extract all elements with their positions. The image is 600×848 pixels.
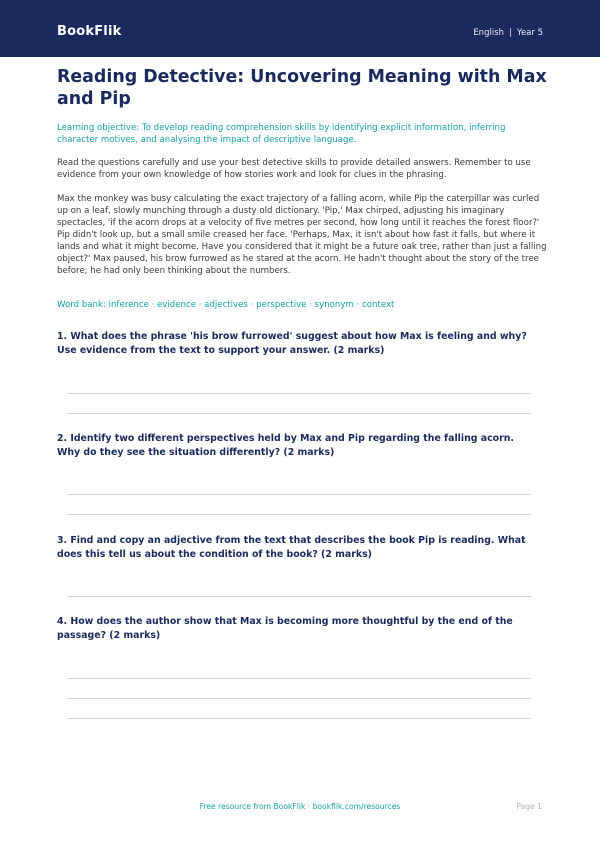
answer-line[interactable] bbox=[67, 514, 531, 515]
word-bank: Word bank: inference · evidence · adjectives · perspective · synonym · context bbox=[57, 300, 395, 310]
page-number: Page 1 bbox=[516, 802, 542, 811]
header-separator: | bbox=[509, 28, 512, 38]
subject-label: English bbox=[473, 28, 505, 38]
question-4: 4. How does the author show that Max is becoming more thoughtful by the end of the passage? (2 marks) bbox=[57, 616, 513, 641]
answer-line[interactable] bbox=[67, 596, 531, 597]
answer-line[interactable] bbox=[67, 413, 531, 414]
learning-objective: Learning objective: To develop reading comprehension skills by identifying explicit information, inferring character motives, and analysing the impact of descriptive language. bbox=[57, 123, 506, 145]
answer-line[interactable] bbox=[67, 718, 531, 719]
instructions: Read the questions carefully and use your best detective skills to provide detailed answers. Remember to use evidence from your own knowledge of how stories work and look for clues in the phrasing. bbox=[57, 158, 531, 180]
header-bar bbox=[0, 0, 600, 57]
reading-passage: Max the monkey was busy calculating the exact trajectory of a falling acorn, while Pip the caterpillar was curled up on a leaf, slowly munching through a dusty old dictionary. 'Pip,' Max chirped, adjusting his imaginary spectacles, 'if the acorn drops at a velocity of five metres per second, how long until it reaches the forest floor?' Pip didn't look up, but a small smile creased her face. 'Perhaps, Max, it isn't about how fast it falls, but where it lands and what it might become. Have you considered that it might be a future oak tree, rather than just a falling object?' Max paused, his brow furrowed as he stared at the acorn. He hadn't thought about the story of the tree before; he had only been thinking about the numbers. bbox=[57, 194, 547, 276]
header-meta bbox=[473, 28, 543, 38]
brand-logo: BookFlik bbox=[57, 24, 122, 39]
worksheet-title: Reading Detective: Uncovering Meaning with Max and Pip bbox=[57, 67, 547, 109]
answer-line[interactable] bbox=[67, 494, 531, 495]
year-label: Year 5 bbox=[516, 28, 543, 38]
footer-credit[interactable]: Free resource from BookFlik · bookflik.com/resources bbox=[199, 802, 401, 811]
question-3: 3. Find and copy an adjective from the text that describes the book Pip is reading. What does this tell us about the condition of the book? (2 marks) bbox=[57, 535, 526, 560]
answer-line[interactable] bbox=[67, 393, 531, 394]
question-2: 2. Identify two different perspectives held by Max and Pip regarding the falling acorn. Why do they see the situation differently? (2 marks) bbox=[57, 433, 514, 458]
question-1: 1. What does the phrase 'his brow furrowed' suggest about how Max is feeling and why? Use evidence from the text to support your answer. (2 marks) bbox=[57, 331, 527, 356]
answer-line[interactable] bbox=[67, 698, 531, 699]
answer-line[interactable] bbox=[67, 678, 531, 679]
